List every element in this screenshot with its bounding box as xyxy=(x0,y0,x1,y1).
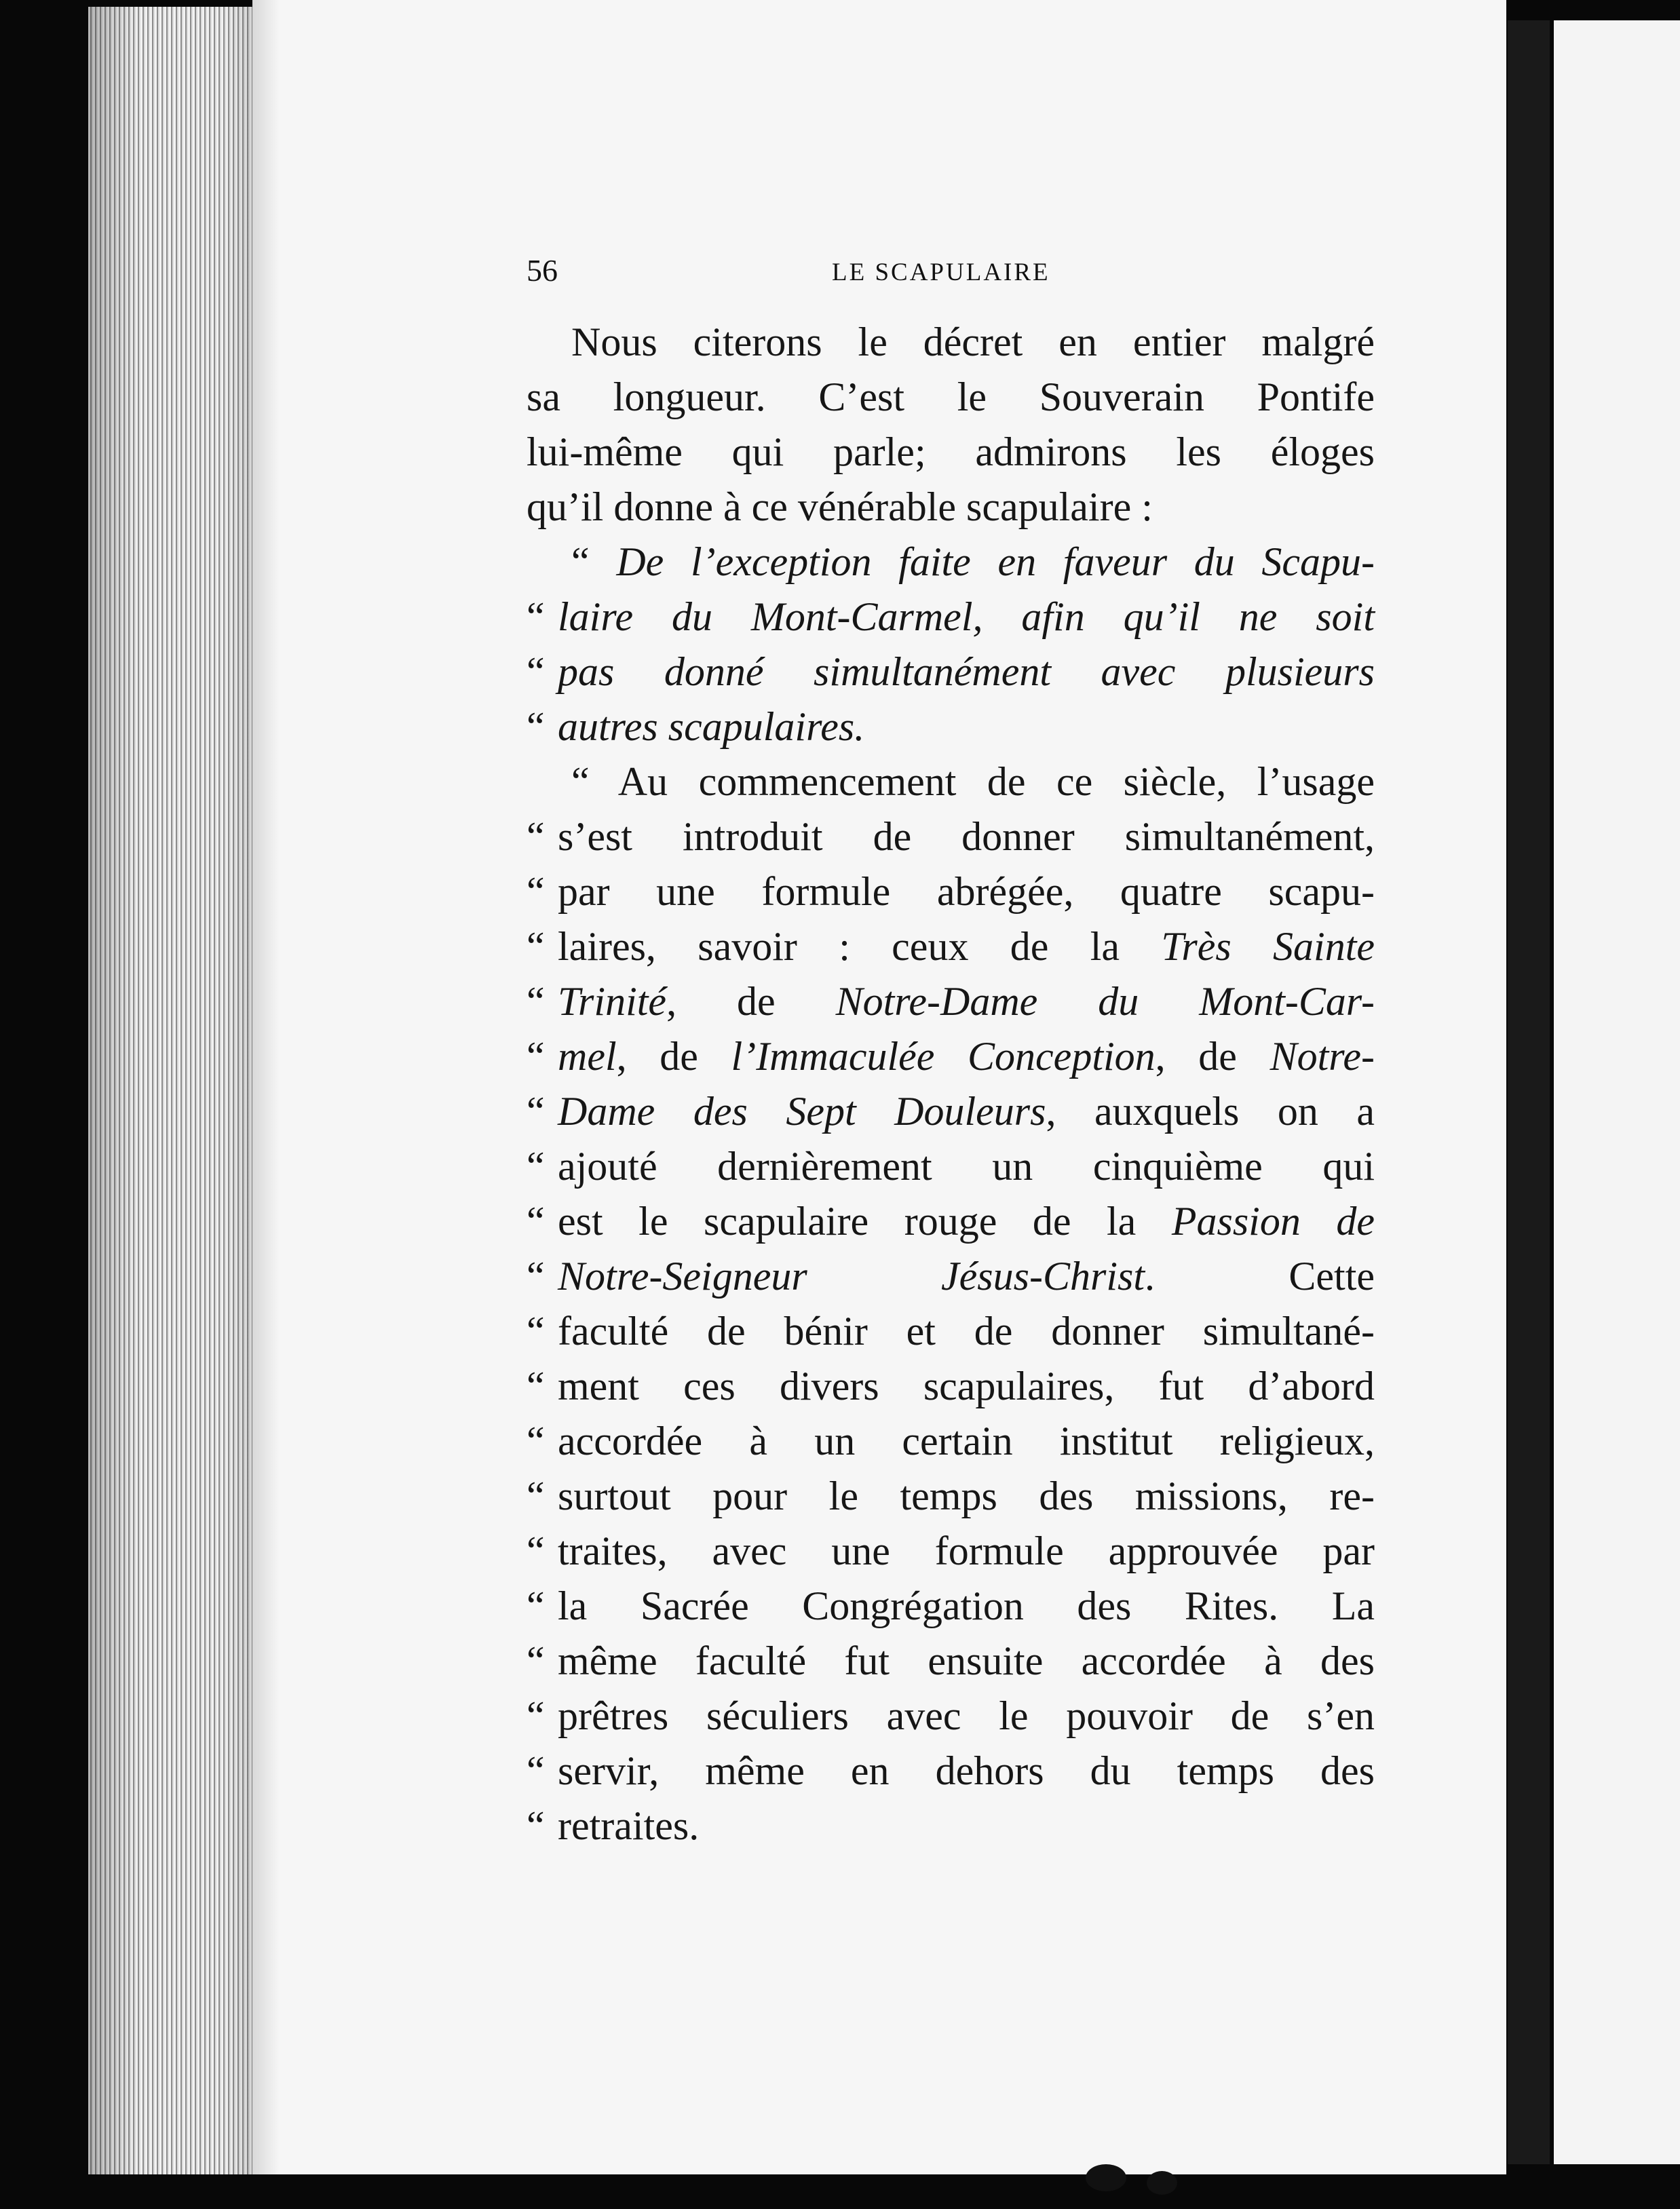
text-line: “ par une formule abrégée, quatre scapu- xyxy=(527,869,1375,914)
text-line: “ retraites. xyxy=(527,1803,700,1848)
running-head xyxy=(527,252,1375,293)
text-line: Nous citerons le décret en entier malgré xyxy=(571,320,1375,364)
scan-speck xyxy=(1147,2171,1177,2195)
running-title: LE SCAPULAIRE xyxy=(832,258,1050,286)
facing-page xyxy=(1554,20,1680,2164)
text-line: “ même faculté fut ensuite accordée à des xyxy=(527,1638,1375,1683)
text-line: “ ment ces divers scapulaires, fut d’abord xyxy=(527,1364,1375,1408)
text-line: “ mel, de l’Immaculée Conception, de Notre- xyxy=(527,1034,1375,1079)
text-line: “ De l’exception faite en faveur du Scapu- xyxy=(571,539,1375,584)
text-line: “ accordée à un certain institut religieux, xyxy=(527,1419,1375,1463)
text-line: “ Notre-Seigneur Jésus-Christ. Cette xyxy=(527,1254,1375,1299)
text-line: “ laires, savoir : ceux de la Très Sainte xyxy=(527,924,1375,969)
gutter-shadow xyxy=(1508,20,1550,2164)
text-line: “ la Sacrée Congrégation des Rites. La xyxy=(527,1583,1375,1628)
text-line: “ surtout pour le temps des missions, re- xyxy=(527,1474,1375,1518)
text-line: “ s’est introduit de donner simultanément, xyxy=(527,814,1375,859)
text-line: “ servir, même en dehors du temps des xyxy=(527,1748,1375,1793)
text-line: “ prêtres séculiers avec le pouvoir de s’en xyxy=(527,1693,1375,1738)
text-line: qu’il donne à ce vénérable scapulaire : xyxy=(527,484,1153,529)
body-text xyxy=(527,315,1375,1853)
text-line: “ pas donné simultanément avec plusieurs xyxy=(527,649,1375,694)
text-line: “ laire du Mont-Carmel, afin qu’il ne soit xyxy=(527,594,1375,639)
page-number: 56 xyxy=(527,253,558,288)
text-line: sa longueur. C’est le Souverain Pontife xyxy=(527,374,1375,419)
text-line: “ Dame des Sept Douleurs, auxquels on a xyxy=(527,1089,1375,1134)
text-line: “ traites, avec une formule approuvée par xyxy=(527,1529,1375,1573)
text-line: “ ajouté dernièrement un cinquième qui xyxy=(527,1144,1375,1189)
text-line: “ Au commencement de ce siècle, l’usage xyxy=(571,759,1375,804)
text-line: “ est le scapulaire rouge de la Passion de xyxy=(527,1199,1375,1244)
page-edges xyxy=(88,7,258,2174)
text-line: lui-même qui parle; admirons les éloges xyxy=(527,429,1375,474)
text-line: “ Trinité, de Notre-Dame du Mont-Car- xyxy=(527,979,1375,1024)
text-line: “ autres scapulaires. xyxy=(527,704,865,749)
text-line: “ faculté de bénir et de donner simultané- xyxy=(527,1309,1375,1353)
scan-speck xyxy=(1086,2164,1126,2191)
